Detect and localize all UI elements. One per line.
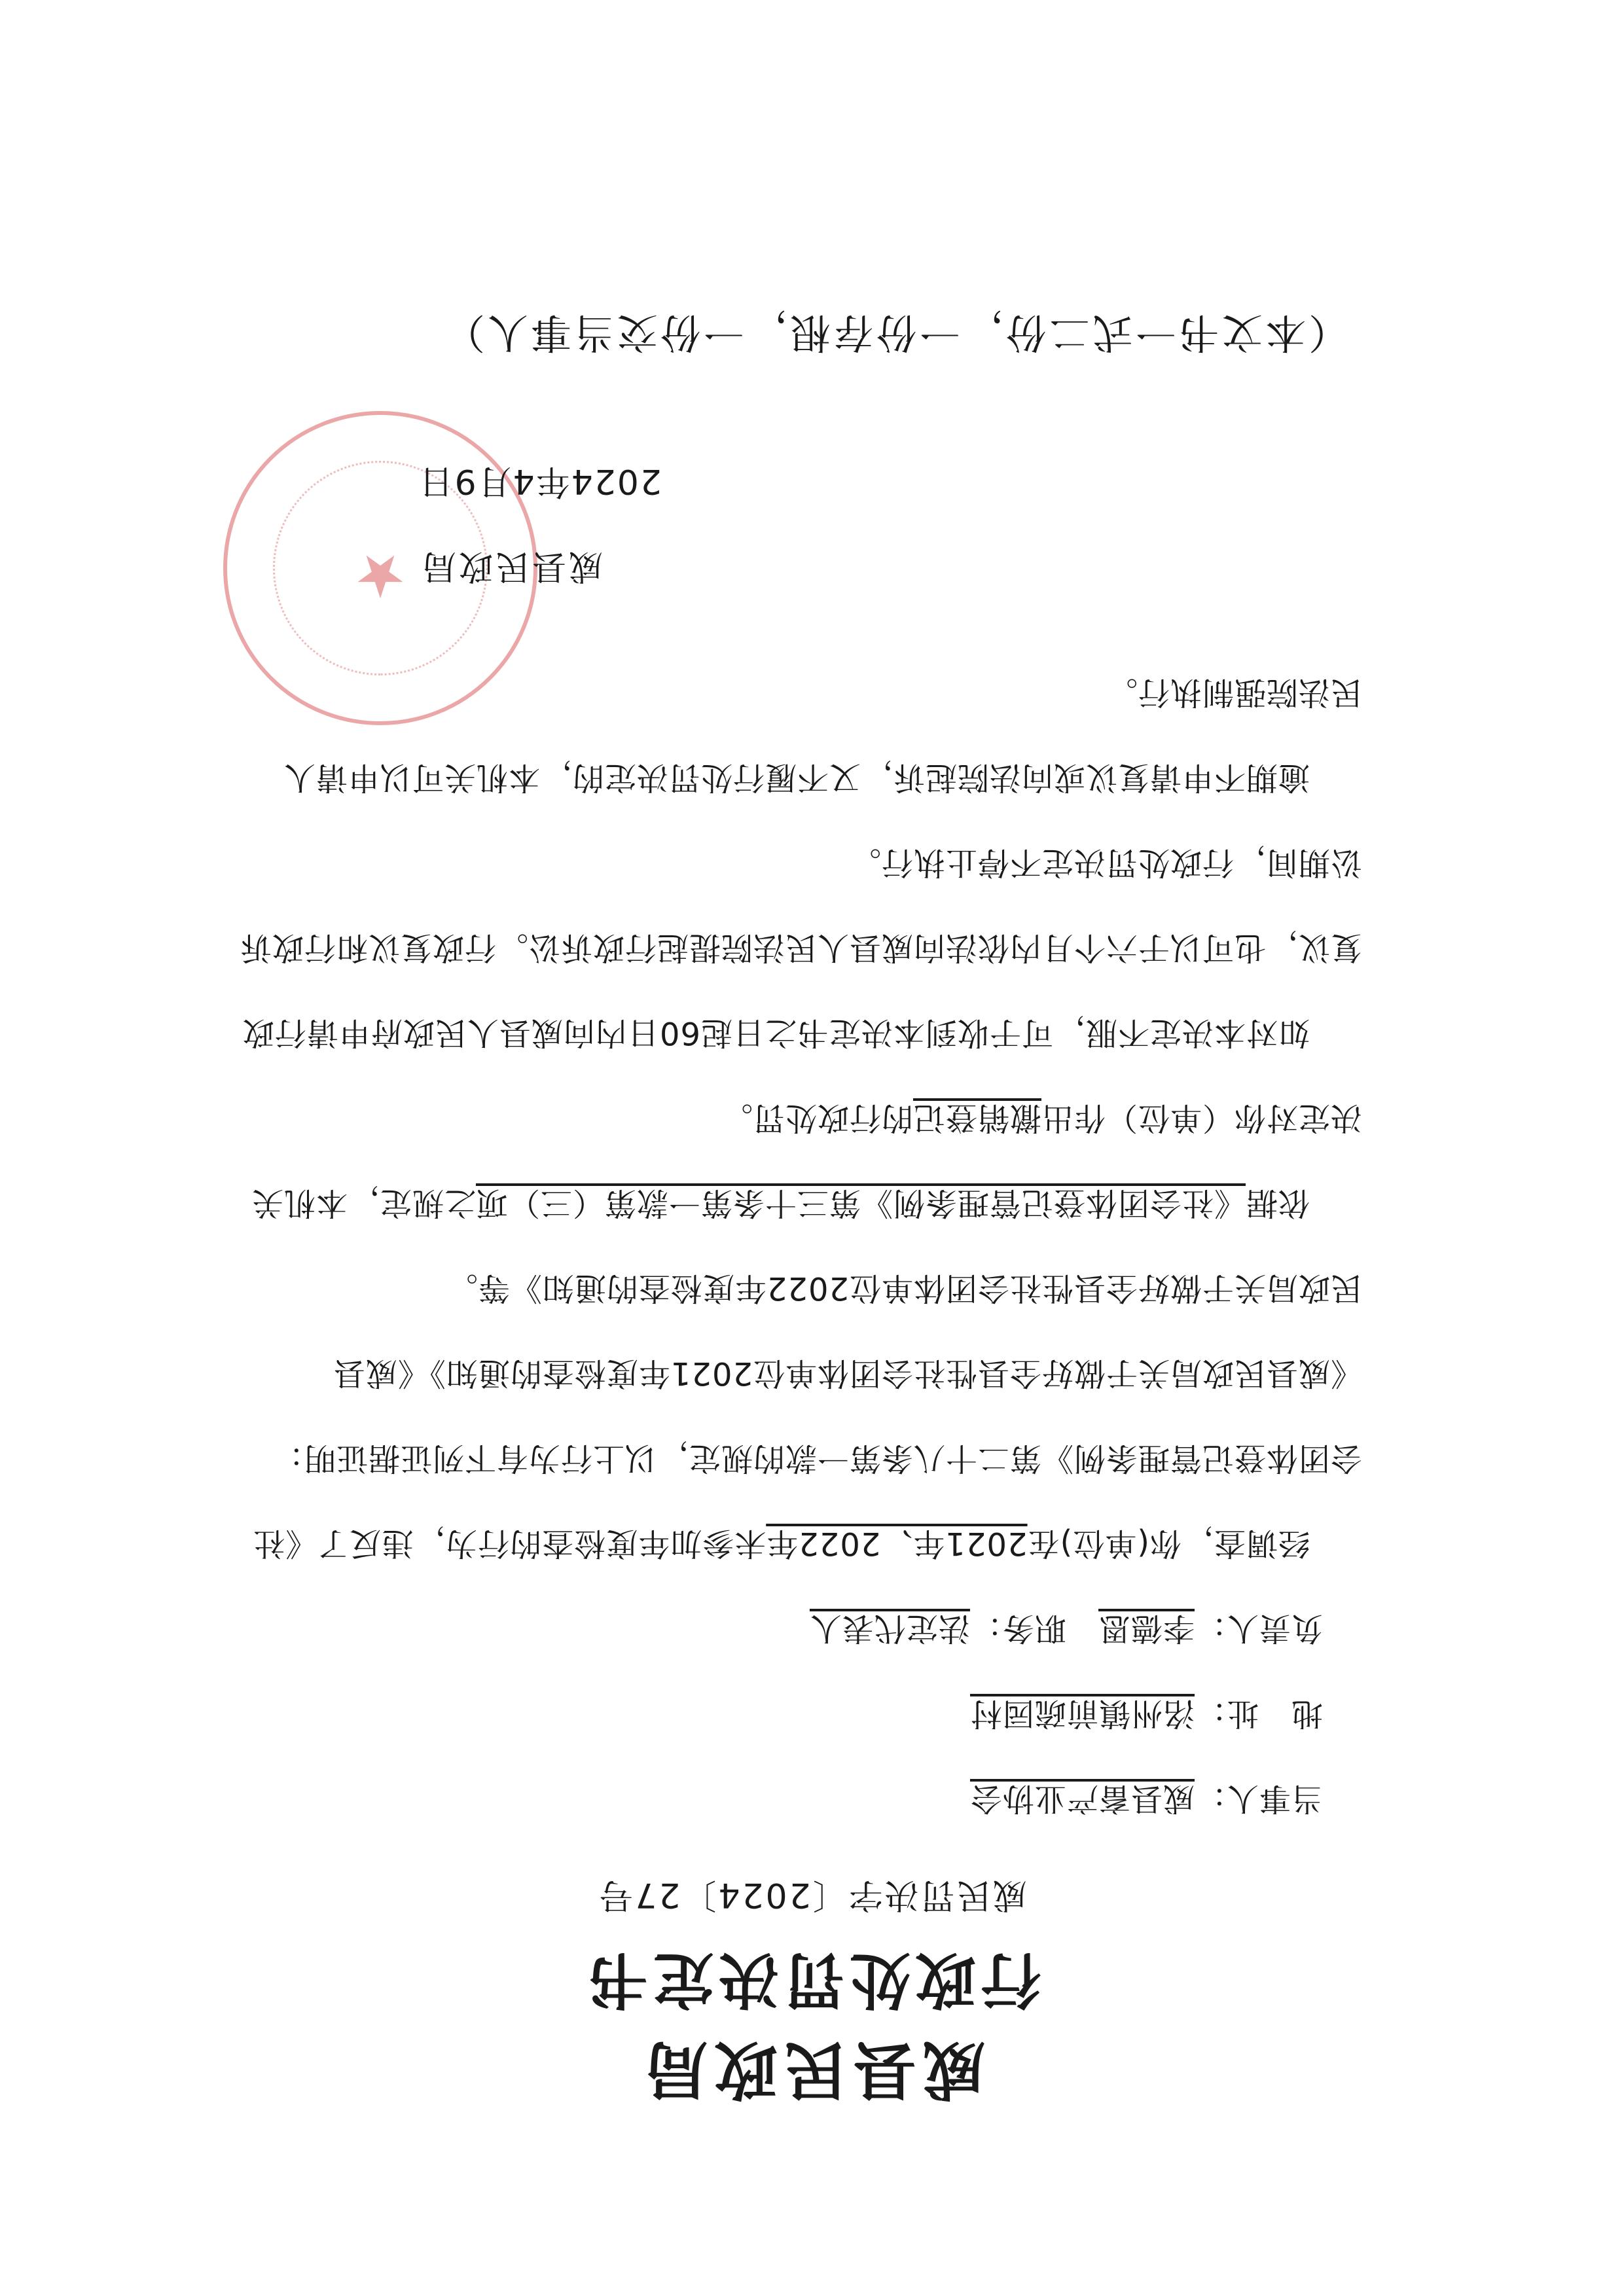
finding-text: 未参加年度检查的行为，违反了《社 [253,1525,767,1562]
finding-line-3: 《威县民政局关于做好全县性社会团体单位2021年度检查的通知》《威县 [333,1355,1362,1391]
signature-date: 2024年4月9日 [418,461,662,501]
basis-line-2 [721,1098,1362,1138]
address-value: 洺州镇前疏园村 [969,1695,1195,1732]
violation-years: 2021年、2022年 [766,1525,1028,1562]
enforcement-line-2: 民法院强制执行。 [1105,674,1362,711]
legal-basis: 《社会团体登记管理条例》第三十条第一款第（三）项 [475,1185,1246,1221]
decision-text: 的行政处罚。 [720,1100,913,1136]
responsible-line [810,1609,1323,1648]
party-value: 威县畜产业协会 [969,1780,1195,1817]
responsible-label: 负责人： [1194,1610,1323,1647]
seal-star-icon: ★ [353,541,407,610]
basis-line-1 [251,1183,1310,1223]
basis-text: 依据 [1245,1185,1310,1221]
finding-line-2: 会团体登记管理条例》第二十八条第一款的规定，以上行为有下列证据证明： [271,1440,1362,1477]
remedy-line-3: 讼期间，行政处罚决定不停止执行。 [848,844,1362,881]
position-label: 职务： [969,1610,1066,1647]
document-title: 行政处罚决定书 [583,1945,1041,2015]
party-line [970,1779,1323,1818]
remedy-line-1: 如对本决定不服，可于收到本决定书之日起60日内向威县人民政府申请行政 [242,1014,1310,1051]
finding-line-1 [253,1524,1310,1563]
basis-text: 之规定，本机关 [251,1185,476,1221]
document-number: 威民罚决字〔2024〕27号 [597,1875,1027,1914]
finding-line-4: 民政局关于做好全县性社会团体单位2022年度检查的通知》等。 [445,1270,1362,1306]
signature-org: 威县民政局 [419,547,603,586]
finding-text: 经调查，你(单位)在 [1027,1525,1310,1562]
party-label: 当事人： [1194,1780,1323,1817]
copies-note: （本文书一式二份，一份存根，一份交当事人） [441,309,1349,357]
remedy-line-2: 复议，也可以于六个月内依法向威县人民法院提起行政诉讼。行政复议和行政诉 [239,929,1362,966]
address-line [970,1694,1323,1733]
position-value: 法定代表人 [809,1610,970,1647]
enforcement-line-1: 逾期不申请复议或向法院起诉，又不履行处罚决定的，本机关可以申请人 [283,759,1310,796]
decision-text: 决定对你（单位）作出 [1041,1100,1362,1136]
responsible-value: 李德恩 [1098,1610,1195,1647]
address-label: 地 址： [1194,1695,1323,1732]
issuing-agency: 威县民政局 [638,2033,986,2106]
penalty-type: 撤销登记 [912,1100,1041,1136]
